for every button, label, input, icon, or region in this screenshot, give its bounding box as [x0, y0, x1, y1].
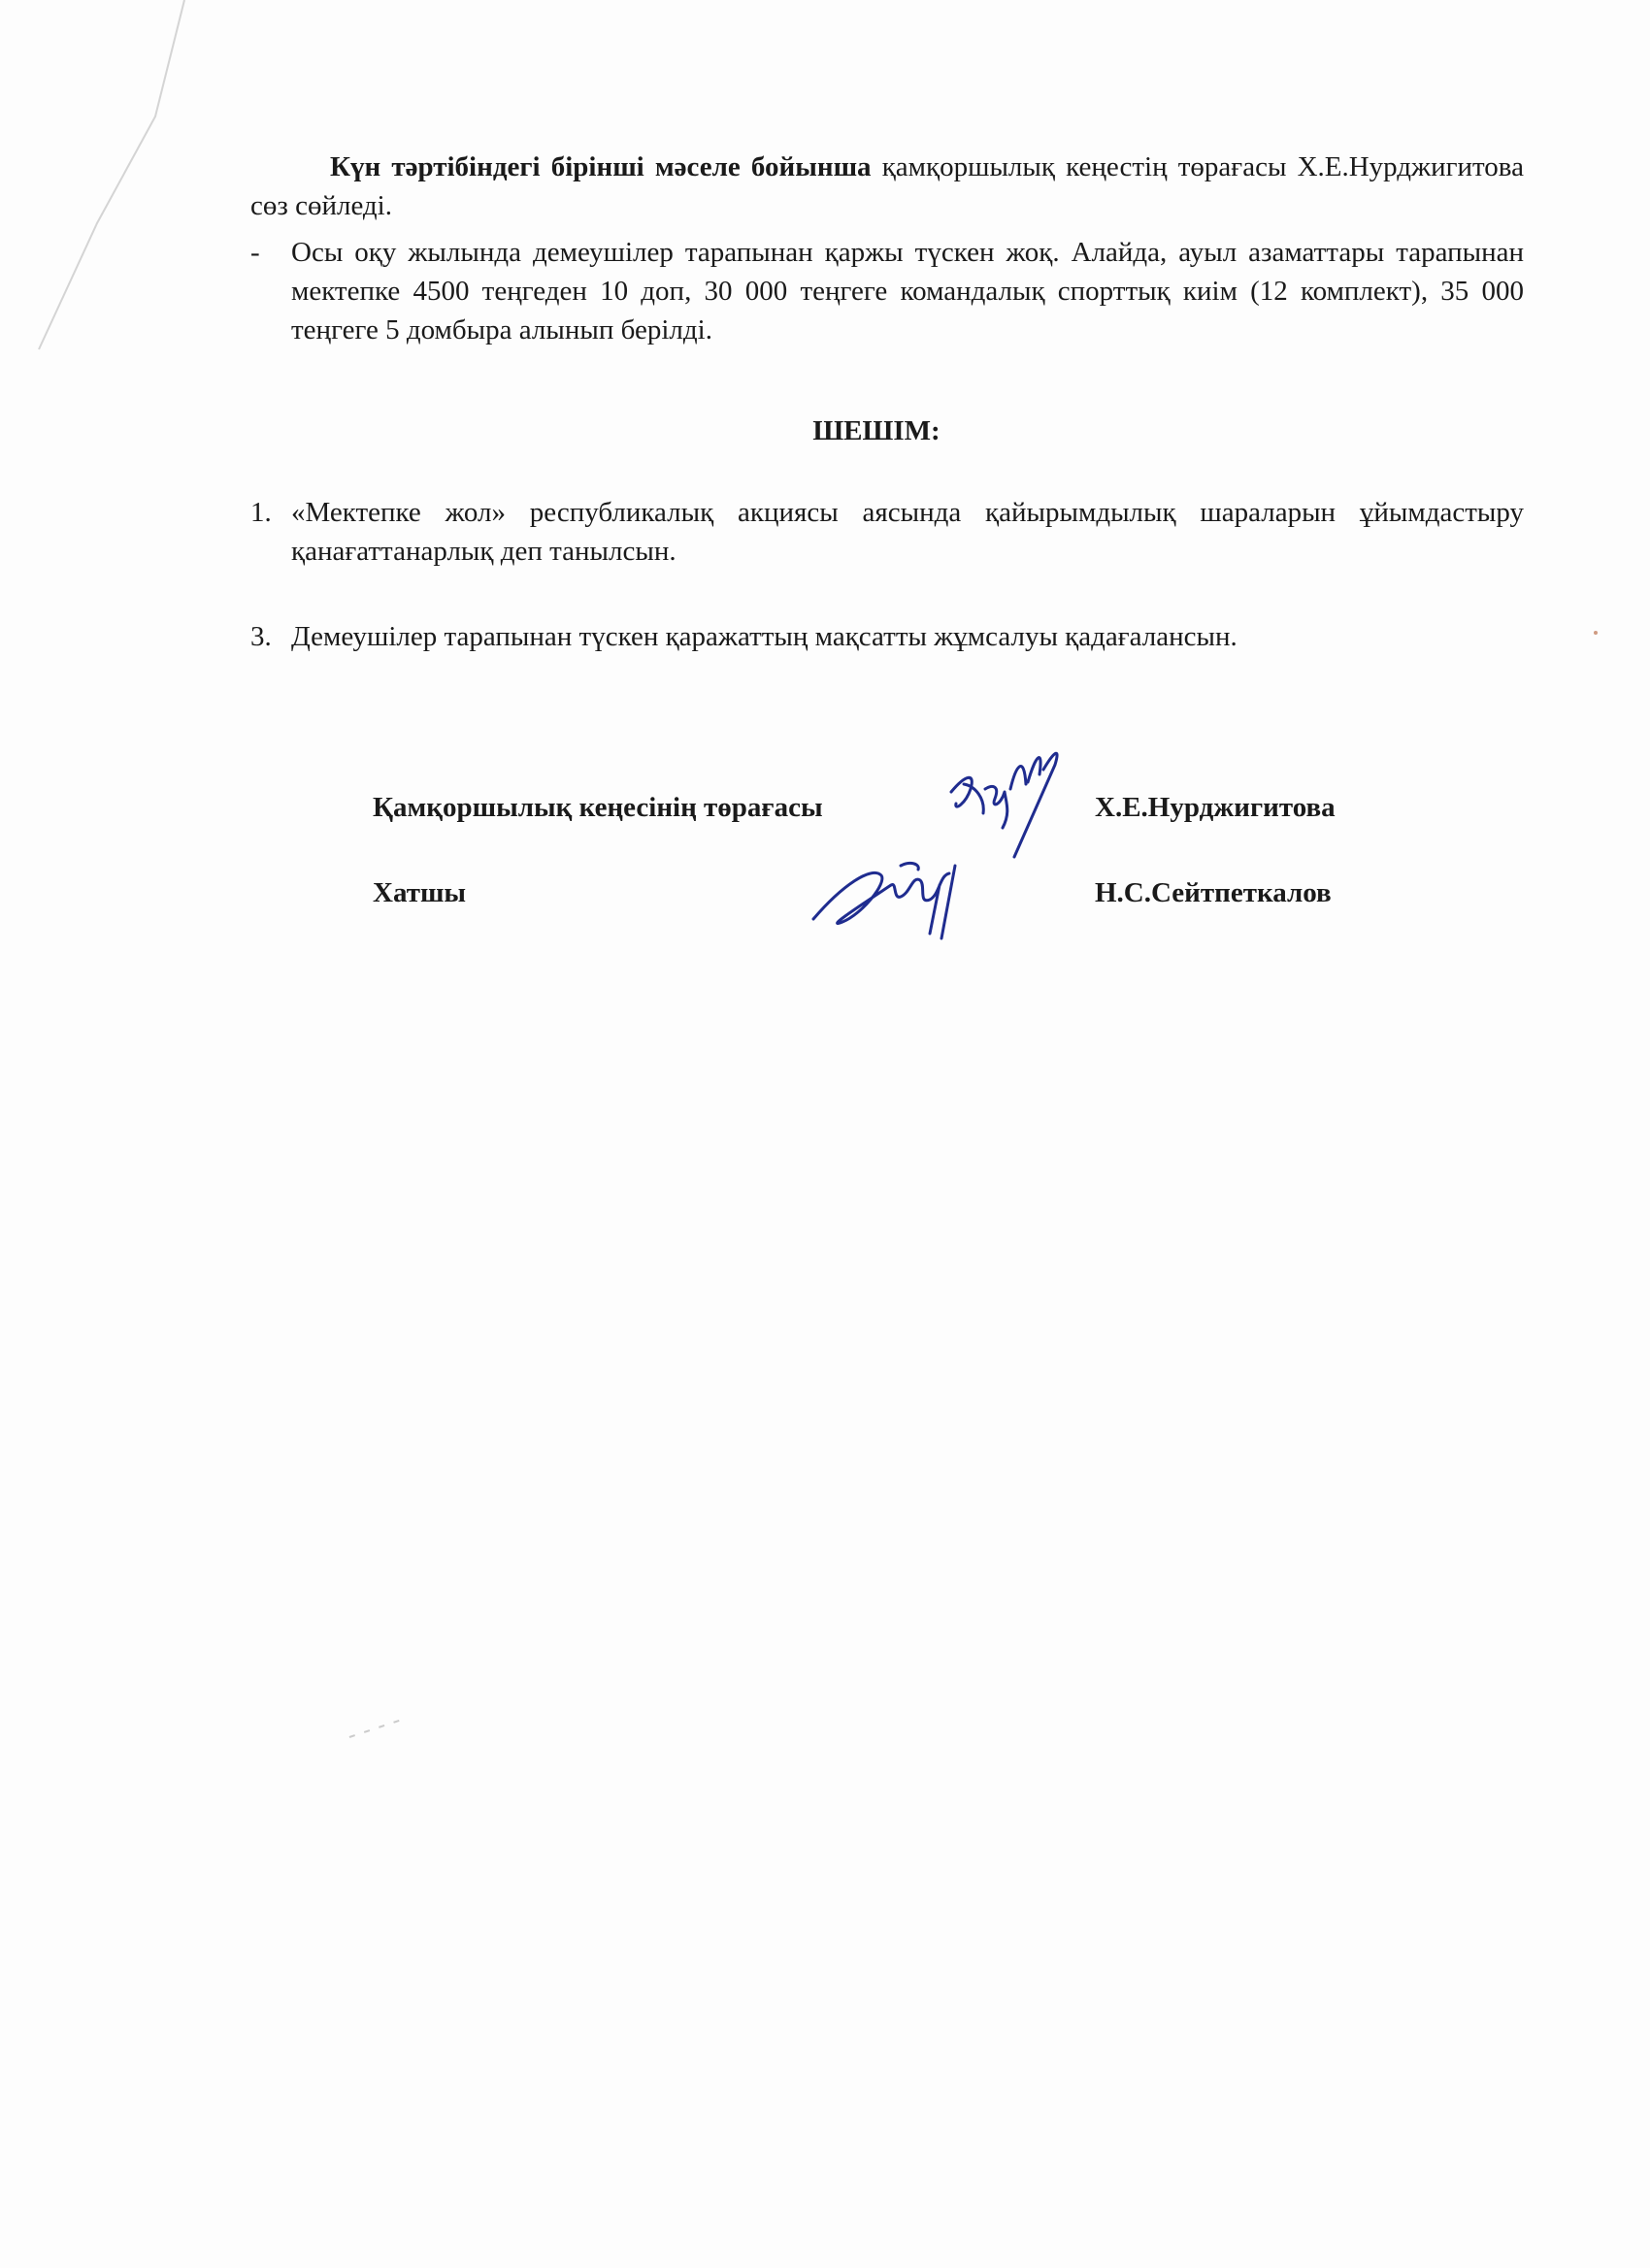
chair-signature-icon [946, 745, 1082, 852]
secretary-signature-icon [804, 846, 978, 943]
decision-marker: 1. [250, 497, 272, 528]
agenda-paragraph [250, 148, 1524, 225]
chair-name: Х.Е.Нурджигитова [1095, 792, 1336, 823]
dash-marker: - [250, 237, 260, 268]
dash-list-item [250, 233, 1524, 349]
dash-item-text: Осы оқу жылында демеушілер тарапынан қаржы түскен жоқ. Алайда, ауыл азаматтары тарапынан мектепке 4500 теңгеден 10 доп, 30 000 теңгеге командалық спорттық киім (12 комплект), 35 000 теңгеге 5 домбыра алынып берілді. [291, 237, 1524, 345]
secretary-role-label: Хатшы [373, 877, 467, 908]
decision-marker: 3. [250, 621, 272, 652]
chair-role-label: Қамқоршылық кеңесінің төрағасы [373, 792, 823, 823]
secretary-name: Н.С.Сейтпеткалов [1095, 877, 1332, 908]
decision-text: «Мектепке жол» республикалық акциясы аясында қайырымдылық шараларын ұйымдастыру қанағаттанарлық деп танылсын. [291, 497, 1524, 567]
decision-text: Демеушілер тарапынан түскен қаражаттың мақсатты жұмсалуы қадағалансын. [291, 621, 1238, 652]
decision-item-3 [250, 617, 1524, 656]
agenda-lead-rest: қамқоршылық кеңестің төрағасы Х.Е.Нурджигитова сөз сөйледі. [250, 151, 1524, 221]
decision-item-1 [250, 493, 1524, 571]
agenda-lead-bold: Күн тәртібіндегі бірінші мәселе бойынша [330, 151, 872, 182]
decision-heading: ШЕШІМ: [812, 415, 940, 446]
